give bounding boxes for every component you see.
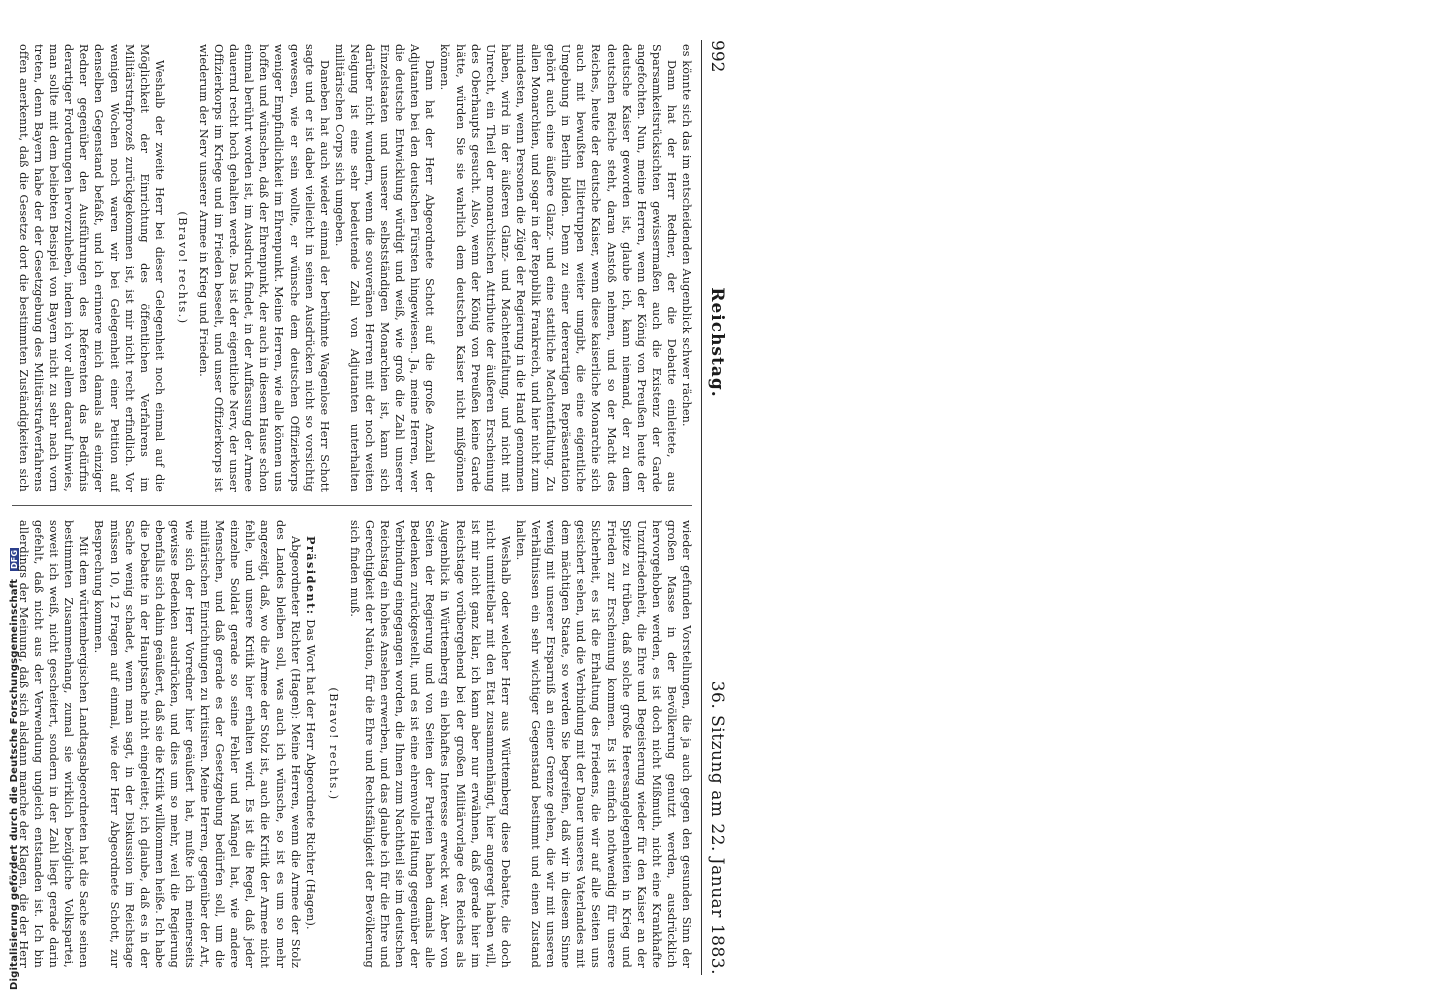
president-text: Das Wort hat der Herr Abgeordnete Richter (Hagen). [303, 619, 317, 930]
column-divider [12, 505, 692, 506]
paragraph: Dann hat der Herr Abgeordnete Schott auf die große Anzahl der Adjutanten bei den deutschen Fürsten hingewiesen. Ja, meine Herren, wer die deutsche Entwicklung würdigt und weiß, wie groß die Zahl unserer Einzelstaaten und unserer selbstständigen Monarchien ist, kann sich darüber nicht wundern, wenn die souveränen Herren mit der noch weiten Neigung ist eine sehr bedeutende Zahl von Adjutanten unterhalten militärischen Corps sich umgeben. [332, 44, 437, 492]
right-column [14, 520, 694, 968]
page-number: 992 [707, 40, 727, 73]
header-title: Reichstag. [707, 287, 727, 398]
paragraph: Mit dem württembergischen Landtagsabgeordneten hat die Sache seinen bestimmten Zusammenhang, zumal sie wirklich bezügliche Volkspartei, soweit ich weiß, nicht gescheitert, sondern in der Zahl liegt gerade darin gefehlt, daß nicht aus der Verwendung ungleich entstanden ist. Ich bin allerdings der Meinung, daß sich alsdann manche der Klagen, die der Herr [16, 520, 91, 968]
paragraph: Daneben hat auch wieder einmal der berühmte Wagenlose Herr Schott sagte und er ist dabei vielleicht in seinen Ausdrücken nicht so vorsichtig gewesen, wie er sein wollte, er wünsche dem deutschen Offizierkorps weniger Empfindlichkeit im Ehrenpunkt. Meine Herren, wie alle können uns hoffen und wünschen, daß der Ehrenpunkt, der auch in diesem Hause schon einmal berührt worden ist, im Ausdruck findet, in der Auffassung der Armee dauernd recht hoch gehalten werde. Das ist der eigentliche Nerv, der unser Offizierkorps im Kriege und im Frieden beseelt, und unser Offizierkorps ist wiederum der Nerv unserer Armee in Krieg und Frieden. [197, 44, 331, 492]
paragraph: Abgeordneter Richter (Hagen): Meine Herren, wenn die Armee der Stolz des Landes bleiben soll, was auch ich wünsche, so ist es um so mehr angezeigt, daß, wo die Armee der Stolz ist, auch die Kritik der Armee nicht fehle, und unsere Kritik hier erhalten wird. Es ist die Regel, daß jeder einzelne Soldat gerade so seine Fehler und Mängel hat, wie andere Menschen, und daß gerade es der Gesetzgebung bedürfen soll, um die militärischen Einrichtungen zu kritisiren. Meine Herren, gegenüber der Art, wie sich der Herr Vorredner hier geäußert hat, mußte ich meinerseits gewisse Bedenken ausdrücken, und dies um so mehr, weil die Regierung ebenfalls sich dahin geäußert, daß sie die Kritik willkommen heiße. Ich habe die Debatte in der Hauptsache nicht eingeleitet; ich glaube, daß es in der Sache wenig schadet, wenn man sagt, in der Diskussion im Reichstage müssen 10, 12 Fragen auf einmal, wie der Herr Abgeordnete Schott, zur Besprechung kommen. [92, 520, 302, 968]
applause-note: (Bravo! rechts.) [326, 687, 340, 801]
speaker-label: Präsident: [303, 536, 318, 616]
header-session: 36. Sitzung am 22. Januar 1883. [707, 680, 727, 975]
page-header [701, 40, 732, 975]
paragraph: es könnte sich das im entscheidenden Augenblick schwer rächen. [680, 44, 693, 427]
dfg-logo: DFG [9, 549, 19, 570]
paragraph: Weshalb der zweite Herr bei dieser Gelegenheit noch einmal auf die Möglichkeit der Einrichtung des öffentlichen Verfahrens im Militärstrafprozeß zurückgekommen ist, ist mir nicht recht erfindlich. Vor wenigen Wochen noch waren wir bei Gelegenheit einer Petition auf denselben Gegenstand befaßt, und ich erinnere mich damals als einziger Redner gegenüber den Ausführungen des Referenten das Bedürfnis derartiger Forderungen hervorzuheben, indem ich vor allem darauf hinwies, man sollte mit dem beliebten Beispiel von Bayern nicht zu sehr nach vorn treten, denn Bayern habe der der Gesetzgebung des Militärstrafverfahrens offen anerkennt, daß die Gesetze dort die bestimmten Zuständigkeiten sich [16, 44, 166, 492]
funding-text: Digitalisierung gefördert durch die Deutsche Forschungsgemeinschaft [9, 578, 20, 990]
president-statement [303, 520, 318, 968]
applause-note: (Bravo! rechts.) [175, 211, 189, 325]
paragraph: Weshalb oder welcher Herr aus Württemberg diese Debatte, die doch nicht unmittelbar mit den Etat zusammenhängt, hier angeregt haben will, ist mir nicht ganz klar, ich kann aber nur erwähnen, daß gerade hier im Reichstage vorübergehend bei der großen Militärvorlage des Reiches als Augenblick in Württemberg ein lebhaftes Interesse erweckt war. Aber von Seiten der Regierung und von Seiten der Parteien haben damals alle Bedenken zurückgestellt, und es ist eine ehrenvolle Haltung gegenüber der Verbindung eingegangen worden, die Ihnen zum Nachtheil sie im deutschen Reichstag ein hohes Ansehen erwerben, und das glaube ich für die Ehre und Gerechtigkeit der Nation, für die Ehre und Rechtsfähigkeit der Bevölkerung sich finden muß. [347, 520, 512, 968]
left-column [14, 44, 694, 492]
paragraph: wieder gefunden Vorstellungen, die ja auch gegen den gesunden Sinn der großen Masse in der Bevölkerung genutzt werden, ausdrücklich hervorgehoben werden, es ist doch nicht Mißmuth, nicht eine Krankhafte Unzufriedenheit, die Ehre und Begeisterung wieder für den Kaiser an der Spitze zu trüben, daß solche große Heeresangelegenheiten in Krieg und Frieden zur Erscheinung kommen. Es ist einfach nothwendig für unsere Sicherheit, es ist die Erhaltung des Friedens, die wir auf alle Seiten uns gesichert sehen, und die Verbindung mit der Dauer unseres Vaterlandes mit dem mächtigen Staate, so werden Sie begreifen, daß wir in diesem Sinne wenig mit unserer Ersparniß an einer Grenze gehen, die wir mit unseren Verhältnissen ein sehr wichtiger Gegenstand bestimmt und einen Zustand halten. [513, 520, 693, 968]
paragraph: Dann hat der Herr Redner, der die Debatte einleitete, aus Sparsamkeitsrücksichten gewissermaßen auch die Existenz der Garde angefochten. Nun, meine Herren, wenn der König von Preußen heute der deutsche Kaiser geworden ist, glaube ich, kann niemand, der zu dem deutschen Reiche steht, daran Anstoß nehmen, und so der Macht des Reiches, heute der deutsche Kaiser, wenn diese kaiserliche Monarchie sich auch mit bewußten Elitetruppen weiter umgibt, die eine eigentliche Umgebung in Berlin bilden. Denn zu einer dererartigen Repräsentation gehört auch eine äußere Glanz- und eine stattliche Machtentfaltung. Zu allen Monarchien, und sogar in der Republik Frankreich, und hier nicht zum mindesten, wenn Personen die Zügel der Regierung in die Hand genommen haben, wird in der äußeren Glanz- und Machtentfaltung, und nicht mit Unrecht, ein Theil der monarchischen Attribute der äußeren Erscheinung des Oberhaupts gesucht. Also, wenn der König von Preußen keine Garde hätte, würden Sie sie wahrlich dem deutschen Kaiser nicht mißgönnen können. [438, 44, 678, 492]
